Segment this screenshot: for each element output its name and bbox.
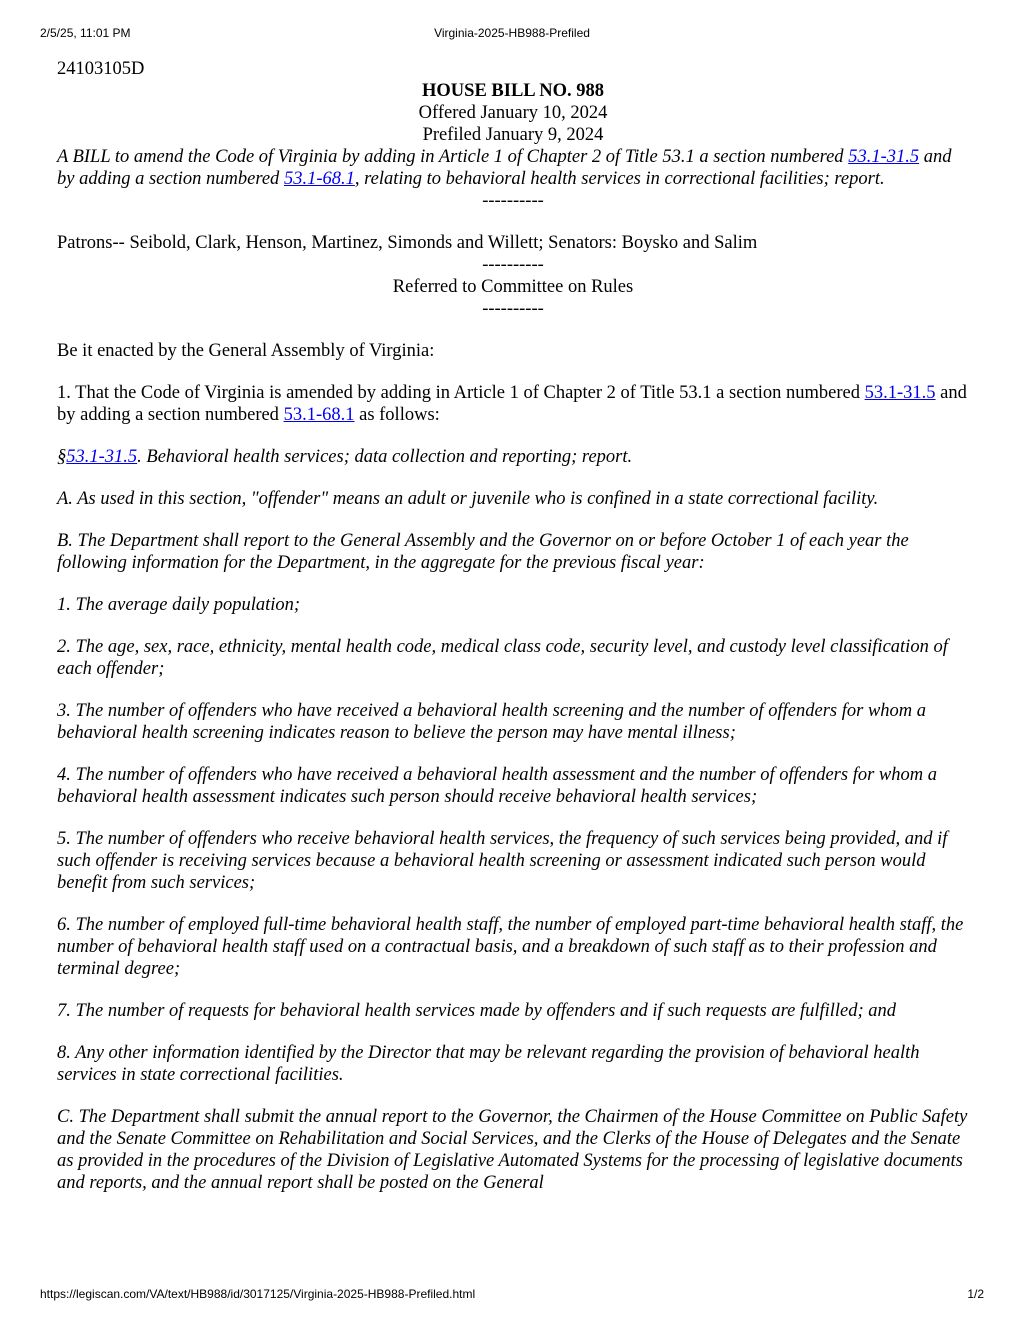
section-link-53-1-68-1[interactable]: 53.1-68.1 — [283, 169, 355, 189]
enacting-clause: Be it enacted by the General Assembly of Virginia: — [57, 341, 435, 361]
print-page-number: 1/2 — [967, 1287, 984, 1301]
print-header — [0, 26, 1024, 42]
bill-title: HOUSE BILL NO. 988 — [422, 81, 604, 101]
doc-id: 24103105D — [57, 59, 145, 79]
offered-date: Offered January 10, 2024 — [418, 103, 608, 123]
amend-text-2: and by adding a section numbered — [57, 383, 967, 425]
summary-text-1: A BILL to amend the Code of Virginia by adding in Article 1 of Chapter 2 of Title 53.1 a section numbered — [57, 147, 849, 167]
summary-text-3: , relating to behavioral health services in correctional facilities; report. — [354, 169, 885, 189]
list-item-3: 3. The number of offenders who have received a behavioral health screening and the number of offenders for whom a behavioral health screening indicates reason to believe the person may have mental illness; — [57, 701, 927, 743]
paragraph-a: A. As used in this section, "offender" means an adult or juvenile who is confined in a state correctional facility. — [57, 489, 879, 509]
section-symbol: § — [57, 447, 67, 467]
paragraph-b: B. The Department shall report to the General Assembly and the Governor on or before October 1 of each year the following information for the Department, in the aggregate for the previous fiscal year: — [57, 531, 909, 573]
list-item-6: 6. The number of employed full-time behavioral health staff, the number of employed part-time behavioral health staff, the number of behavioral health staff used on a contractual basis, and a breakdown of such staff as to their profession and terminal degree; — [57, 915, 964, 979]
print-datetime: 2/5/25, 11:01 PM — [40, 26, 131, 40]
prefiled-date: Prefiled January 9, 2024 — [422, 125, 604, 145]
summary-text-2: and by adding a section numbered — [57, 147, 952, 189]
section-heading — [57, 446, 969, 468]
amend-text-1: 1. That the Code of Virginia is amended by adding in Article 1 of Chapter 2 of Title 53.1 a section numbered — [57, 383, 865, 403]
list-item-7: 7. The number of requests for behavioral health services made by offenders and if such requests are fulfilled; and — [57, 1001, 897, 1021]
list-item-5: 5. The number of offenders who receive behavioral health services, the frequency of such services being provided, and if such offender is receiving services because a behavioral health screening or assessment indicated such person would benefit from such services; — [57, 829, 948, 893]
section-link-53-1-31-5[interactable]: 53.1-31.5 — [66, 447, 138, 467]
separator: ---------- — [482, 255, 544, 275]
separator: ---------- — [482, 299, 544, 319]
section-link-53-1-31-5[interactable]: 53.1-31.5 — [864, 383, 936, 403]
committee-referral: Referred to Committee on Rules — [392, 277, 634, 297]
print-page-title: Virginia-2025-HB988-Prefiled — [434, 26, 590, 40]
list-item-4: 4. The number of offenders who have received a behavioral health assessment and the number of offenders for whom a behavioral health assessment indicates such person should receive behavioral health services; — [57, 765, 937, 807]
patrons: Patrons-- Seibold, Clark, Henson, Martinez, Simonds and Willett; Senators: Boysko and Salim — [57, 233, 758, 253]
print-url: https://legiscan.com/VA/text/HB988/id/3017125/Virginia-2025-HB988-Prefiled.html — [40, 1287, 476, 1301]
separator: ---------- — [482, 191, 544, 211]
list-item-2: 2. The age, sex, race, ethnicity, mental health code, medical class code, security level, and custody level classification of each offender; — [57, 637, 948, 679]
section-title: . Behavioral health services; data collection and reporting; report. — [137, 447, 633, 467]
bill-document — [57, 58, 969, 1194]
section-link-53-1-31-5[interactable]: 53.1-31.5 — [848, 147, 920, 167]
list-item-1: 1. The average daily population; — [57, 595, 301, 615]
amendment-clause — [57, 382, 969, 426]
amend-text-3: as follows: — [354, 405, 440, 425]
print-footer — [0, 1287, 1024, 1303]
paragraph-c: C. The Department shall submit the annual report to the Governor, the Chairmen of the House Committee on Public Safety and the Senate Committee on Rehabilitation and Social Services, and the Clerks of the House of Delegates and the Senate as provided in the procedures of the Division of Legislative Automated Systems for the processing of legislative documents and reports, and the annual report shall be posted on the General — [57, 1107, 968, 1193]
bill-summary — [57, 146, 969, 190]
section-link-53-1-68-1[interactable]: 53.1-68.1 — [283, 405, 355, 425]
list-item-8: 8. Any other information identified by the Director that may be relevant regarding the provision of behavioral health services in state correctional facilities. — [57, 1043, 920, 1085]
